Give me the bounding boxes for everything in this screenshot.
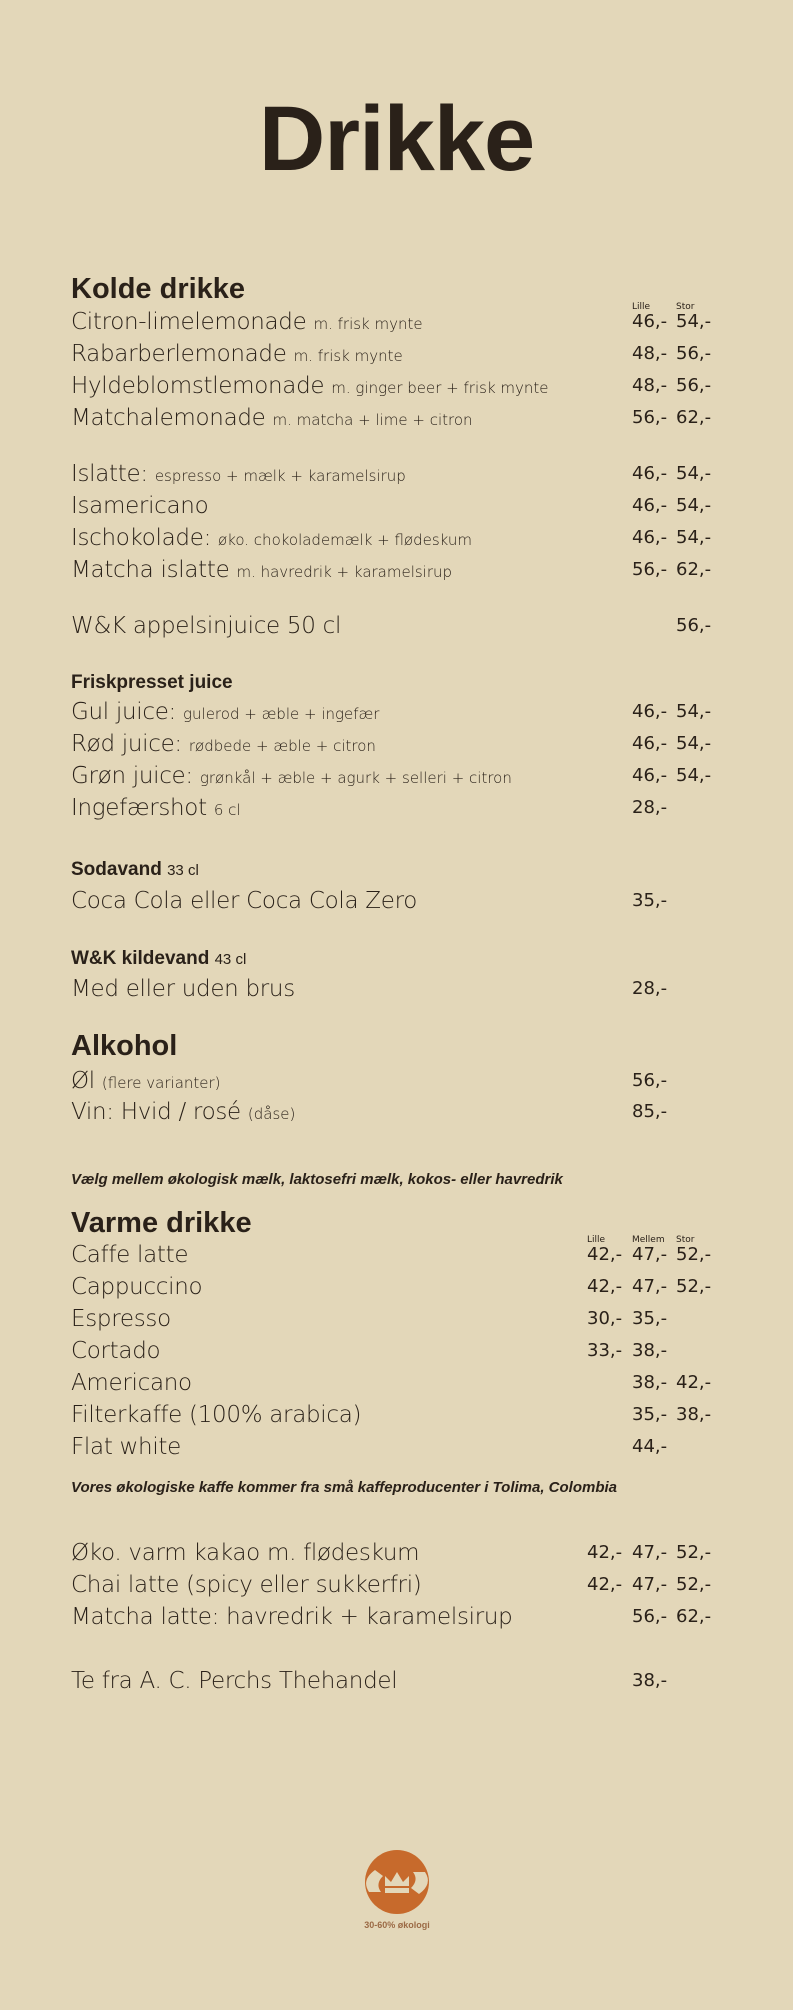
menu-item-name: Matchalemonade	[71, 405, 266, 431]
menu-item	[71, 1336, 160, 1366]
price-lille: 30,-	[587, 1308, 623, 1329]
menu-item-description: espresso + mælk + karamelsirup	[154, 467, 406, 485]
menu-item: Coca Cola eller Coca Cola Zero	[71, 888, 417, 914]
price-lille: 56,-	[632, 407, 668, 428]
section-heading-varme: Varme drikke	[71, 1207, 252, 1239]
menu-item	[71, 1538, 419, 1568]
price-lille: 46,-	[632, 733, 668, 754]
price-stor: 42,-	[676, 1372, 712, 1393]
menu-item-name: Gul juice:	[71, 699, 177, 725]
menu-item	[71, 1368, 192, 1398]
price-stor: 62,-	[676, 1606, 712, 1627]
price-lille: 46,-	[632, 495, 668, 516]
price-lille: 48,-	[632, 343, 668, 364]
size-label-stor: Stor	[676, 1235, 695, 1245]
menu-item-name: Øko. varm kakao m. flødeskum	[71, 1540, 420, 1566]
price-stor: 62,-	[676, 559, 712, 580]
price-mellem: 35,-	[632, 1404, 668, 1425]
menu-item-tea: Te fra A. C. Perchs Thehandel	[71, 1668, 398, 1694]
price-mellem: 38,-	[632, 1372, 668, 1393]
menu-item	[71, 307, 423, 339]
menu-item	[71, 1097, 295, 1129]
price-stor: 54,-	[676, 701, 712, 722]
price-stor: 54,-	[676, 765, 712, 786]
menu-item	[71, 1240, 188, 1270]
price-lille: 42,-	[587, 1574, 623, 1595]
menu-item-name: Citron-limelemonade	[71, 309, 307, 335]
menu-item-name: W&K appelsinjuice 50 cl	[71, 613, 342, 639]
menu-item	[71, 611, 341, 641]
menu-item-name: Rød juice:	[71, 731, 182, 757]
menu-item-name: Flat white	[71, 1434, 181, 1460]
menu-item-name: Vin: Hvid / rosé	[71, 1099, 241, 1125]
section-heading-juice: Friskpresset juice	[71, 672, 233, 693]
price-lille: 46,-	[632, 527, 668, 548]
price-lille: 28,-	[632, 797, 668, 818]
menu-item	[71, 403, 473, 435]
menu-item	[71, 1066, 221, 1098]
menu-item-description: (flere varianter)	[101, 1074, 221, 1092]
menu-item	[71, 459, 406, 491]
menu-item-description: m. frisk mynte	[293, 347, 403, 365]
size-label-lille: Lille	[587, 1235, 606, 1245]
price-single: 38,-	[632, 1670, 668, 1691]
price-stor: 52,-	[676, 1244, 712, 1265]
price-lille: 46,-	[632, 765, 668, 786]
menu-item	[71, 339, 403, 371]
size-label-lille: Lille	[632, 302, 651, 312]
menu-item-description: gulerod + æble + ingefær	[183, 705, 380, 723]
price-mellem: 44,-	[632, 1436, 668, 1457]
menu-item	[71, 523, 472, 555]
price-lille: 46,-	[632, 311, 668, 332]
price-stor: 38,-	[676, 1404, 712, 1425]
menu-item-description: (dåse)	[247, 1105, 296, 1123]
price-mellem: 56,-	[632, 1606, 668, 1627]
price-stor: 54,-	[676, 311, 712, 332]
price-lille: 46,-	[632, 701, 668, 722]
menu-item-name: Isamericano	[71, 493, 209, 519]
price-mellem: 47,-	[632, 1276, 668, 1297]
section-heading-kolde: Kolde drikke	[71, 273, 246, 305]
price-mellem: 47,-	[632, 1244, 668, 1265]
menu-item	[71, 555, 452, 587]
price-stor: 52,-	[676, 1574, 712, 1595]
menu-item-name: Americano	[71, 1370, 192, 1396]
price-stor: 52,-	[676, 1542, 712, 1563]
price-mellem: 47,-	[632, 1542, 668, 1563]
price-lille: 42,-	[587, 1276, 623, 1297]
price-lille: 33,-	[587, 1340, 623, 1361]
menu-item	[71, 793, 241, 825]
menu-item: Med eller uden brus	[71, 976, 295, 1002]
menu-item-name: Cappuccino	[71, 1274, 203, 1300]
price-stor: 56,-	[676, 615, 712, 636]
price-single: 56,-	[632, 1070, 668, 1091]
organic-label-text: 30-60% økologi	[364, 1920, 430, 1930]
section-heading-alkohol: Alkohol	[71, 1030, 178, 1062]
menu-item	[71, 1602, 512, 1632]
price-lille: 46,-	[632, 463, 668, 484]
menu-item	[71, 1272, 202, 1302]
kildevand-heading-text: W&K kildevand	[71, 948, 210, 969]
menu-item-name: Rabarberlemonade	[71, 341, 287, 367]
menu-item-name: Matcha latte: havredrik + karamelsirup	[71, 1604, 513, 1630]
menu-item-name: Chai latte (spicy eller sukkerfri)	[71, 1572, 422, 1598]
menu-item	[71, 729, 376, 761]
menu-item-description: grønkål + æble + agurk + selleri + citron	[199, 769, 512, 787]
menu-item	[71, 1400, 361, 1430]
menu-item	[71, 761, 512, 793]
price-lille: 42,-	[587, 1244, 623, 1265]
menu-item-name: Øl	[71, 1068, 95, 1094]
section-heading-kildevand	[71, 947, 246, 972]
organic-label-icon	[355, 1840, 439, 1924]
price-stor: 56,-	[676, 343, 712, 364]
menu-item-description: m. havredrik + karamelsirup	[236, 563, 453, 581]
menu-item	[71, 371, 549, 403]
menu-item-description: 6 cl	[213, 801, 241, 819]
price-stor: 62,-	[676, 407, 712, 428]
menu-item-name: Hyldeblomstlemonade	[71, 373, 325, 399]
menu-item-name: Espresso	[71, 1306, 171, 1332]
menu-item-name: Matcha islatte	[71, 557, 230, 583]
price-lille: 42,-	[587, 1542, 623, 1563]
sodavand-heading-text: Sodavand	[71, 859, 162, 880]
page-title: Drikke	[258, 88, 535, 190]
menu-item	[71, 1570, 421, 1600]
menu-item-name: Cortado	[71, 1338, 161, 1364]
price-stor: 54,-	[676, 495, 712, 516]
price-stor: 54,-	[676, 733, 712, 754]
price-single: 28,-	[632, 978, 668, 999]
price-single: 35,-	[632, 890, 668, 911]
menu-item-name: Caffe latte	[71, 1242, 189, 1268]
kildevand-unit: 43 cl	[214, 951, 247, 968]
menu-item-name: Grøn juice:	[71, 763, 193, 789]
menu-item-name: Filterkaffe (100% arabica)	[71, 1402, 362, 1428]
menu-item-description: øko. chokolademælk + flødeskum	[218, 531, 473, 549]
menu-item	[71, 491, 208, 521]
price-lille: 56,-	[632, 559, 668, 580]
menu-item	[71, 1432, 181, 1462]
price-mellem: 35,-	[632, 1308, 668, 1329]
menu-item-name: Islatte:	[71, 461, 148, 487]
menu-item-name: Ischokolade:	[71, 525, 212, 551]
size-label-stor: Stor	[676, 302, 695, 312]
price-stor: 52,-	[676, 1276, 712, 1297]
price-stor: 56,-	[676, 375, 712, 396]
menu-item-description: rødbede + æble + citron	[188, 737, 376, 755]
price-mellem: 38,-	[632, 1340, 668, 1361]
menu-item-description: m. ginger beer + frisk mynte	[331, 379, 549, 397]
coffee-origin-note: Vores økologiske kaffe kommer fra små kaffeproducenter i Tolima, Colombia	[71, 1479, 618, 1496]
menu-item-description: m. frisk mynte	[313, 315, 423, 333]
milk-note: Vælg mellem økologisk mælk, laktosefri mælk, kokos- eller havredrik	[71, 1171, 563, 1188]
price-mellem: 47,-	[632, 1574, 668, 1595]
price-single: 85,-	[632, 1101, 668, 1122]
price-stor: 54,-	[676, 527, 712, 548]
menu-item	[71, 697, 379, 729]
size-label-mellem: Mellem	[632, 1235, 665, 1245]
price-lille: 48,-	[632, 375, 668, 396]
sodavand-unit: 33 cl	[167, 862, 199, 879]
menu-item	[71, 1304, 171, 1334]
menu-item-name: Ingefærshot	[71, 795, 207, 821]
price-stor: 54,-	[676, 463, 712, 484]
section-heading-sodavand	[71, 858, 199, 883]
menu-item-description: m. matcha + lime + citron	[272, 411, 473, 429]
